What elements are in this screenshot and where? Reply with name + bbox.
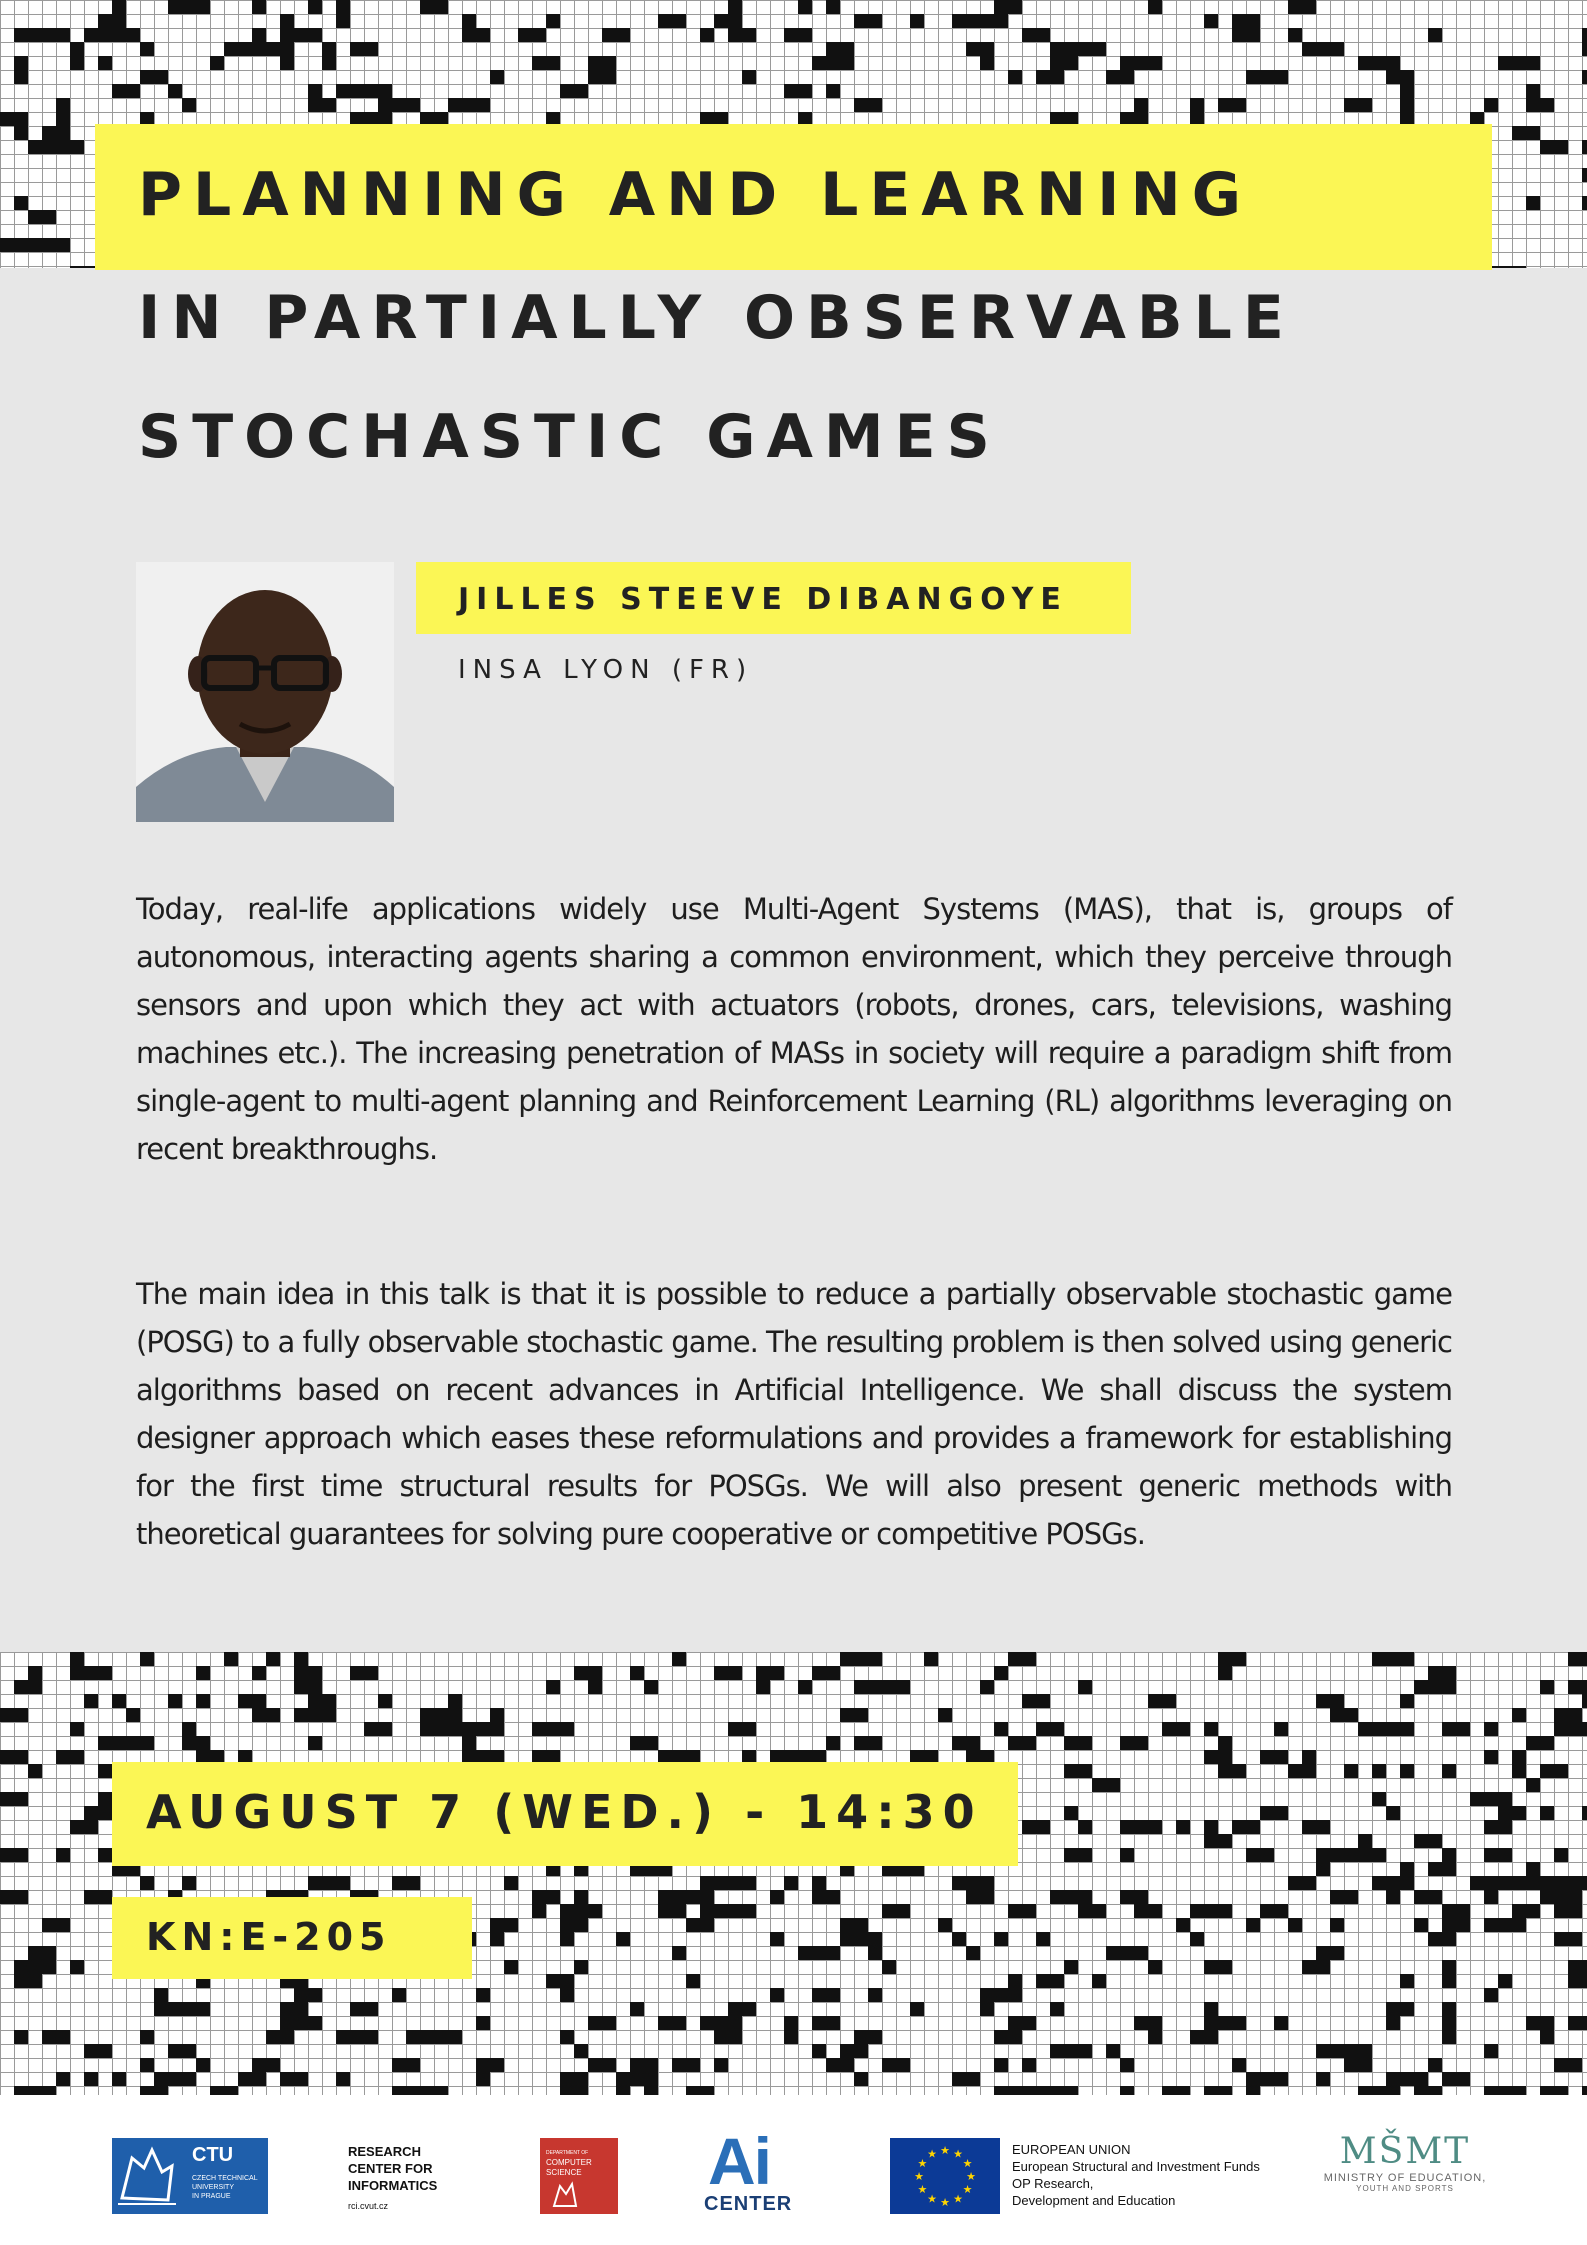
eu-star-icon: ★	[917, 2183, 928, 2196]
eu-line: EUROPEAN UNION	[1012, 2142, 1131, 2157]
decorative-grid-bottom	[0, 1652, 1587, 2095]
speaker-affiliation: INSA LYON (FR)	[458, 655, 754, 685]
ctu-sub-line: CZECH TECHNICAL	[192, 2175, 258, 2182]
ctu-sub-line: IN PRAGUE	[192, 2193, 231, 2200]
eu-flag	[890, 2138, 1000, 2214]
computer-science-logo	[540, 2138, 618, 2214]
cs-lion-icon	[550, 2180, 580, 2210]
event-date-time: AUGUST 7 (WED.) - 14:30	[146, 1785, 983, 1839]
ai-center-label: CENTER	[704, 2193, 793, 2215]
eu-line: Development and Education	[1012, 2193, 1176, 2208]
eu-star-icon: ★	[940, 2196, 950, 2209]
ai-mark: Ai	[708, 2124, 770, 2198]
msmt-mark: MŠMT	[1339, 2131, 1471, 2172]
rci-line: INFORMATICS	[348, 2178, 438, 2193]
cs-line: COMPUTER	[546, 2158, 592, 2167]
ctu-label: CTU	[192, 2144, 234, 2166]
msmt-line: MINISTRY OF EDUCATION,	[1323, 2172, 1487, 2184]
eu-star-icon: ★	[962, 2157, 973, 2170]
abstract-paragraph-2: The main idea in this talk is that it is possible to reduce a partially observable stochastic game (POSG) to a fully observable stochastic game. The resulting problem is then solved using generic algorithms based on recent advances in Artificial Intelligence. We shall discuss the system designer approach which eases these reformulations and provides a framework for establishing for the first time structural results for POSGs. We will also present generic methods with theoretical guarantees for solving pure cooperative or competitive POSGs.	[136, 1277, 1452, 1551]
grid-pattern-bottom	[0, 1652, 1587, 2095]
cs-line: DEPARTMENT OF	[546, 2150, 589, 2156]
eu-star-icon: ★	[953, 2192, 963, 2206]
title-line-2: IN PARTIALLY OBSERVABLE	[138, 283, 1295, 353]
eu-text	[1012, 2141, 1312, 2209]
cs-line: SCIENCE	[546, 2168, 582, 2177]
cs-logo-text	[546, 2148, 592, 2178]
eu-star-icon: ★	[914, 2170, 924, 2183]
ai-center-logo	[700, 2124, 810, 2221]
ctu-lion-icon	[112, 2138, 182, 2214]
eu-star-icon: ★	[927, 2192, 937, 2206]
eu-line: OP Research,	[1012, 2176, 1094, 2191]
eu-star-icon: ★	[953, 2147, 963, 2161]
rci-logo	[348, 2143, 478, 2215]
event-room: KN:E-205	[146, 1915, 392, 1959]
abstract-paragraph-1: Today, real-life applications widely use Multi-Agent Systems (MAS), that is, groups of autonomous, interacting agents sharing a common environment, which they perceive through sensors and upon which they act with actuators (robots, drones, cars, televisions, washing machines etc.). The increasing penetration of MASs in society will require a paradigm shift from single-agent to multi-agent planning and Reinforcement Learning (RL) algorithms leveraging on recent breakthroughs.	[136, 892, 1452, 1166]
ctu-sub-line: UNIVERSITY	[192, 2184, 235, 2191]
eu-line: European Structural and Investment Funds	[1012, 2159, 1260, 2174]
rci-url: rci.cvut.cz	[348, 2201, 389, 2211]
sponsor-logos	[0, 2095, 1587, 2245]
speaker-name: JILLES STEEVE DIBANGOYE	[458, 582, 1068, 617]
speaker-photo	[136, 562, 394, 822]
ctu-subtitle	[192, 2174, 258, 2201]
eu-star-icon: ★	[966, 2170, 976, 2183]
title-line-1: PLANNING AND LEARNING	[138, 160, 1252, 230]
rci-line: CENTER FOR	[348, 2161, 433, 2176]
msmt-line: YOUTH AND SPORTS	[1356, 2184, 1454, 2193]
eu-star-icon: ★	[917, 2157, 928, 2170]
rci-line: RESEARCH	[348, 2144, 421, 2159]
ctu-logo	[112, 2138, 268, 2214]
eu-star-icon: ★	[962, 2183, 973, 2196]
eu-star-icon: ★	[927, 2147, 937, 2161]
speaker-portrait-illustration	[136, 562, 394, 822]
title-line-3: STOCHASTIC GAMES	[138, 402, 1001, 472]
eu-stars-icon	[890, 2138, 1000, 2214]
eu-star-icon: ★	[940, 2144, 950, 2157]
msmt-logo	[1310, 2131, 1500, 2221]
